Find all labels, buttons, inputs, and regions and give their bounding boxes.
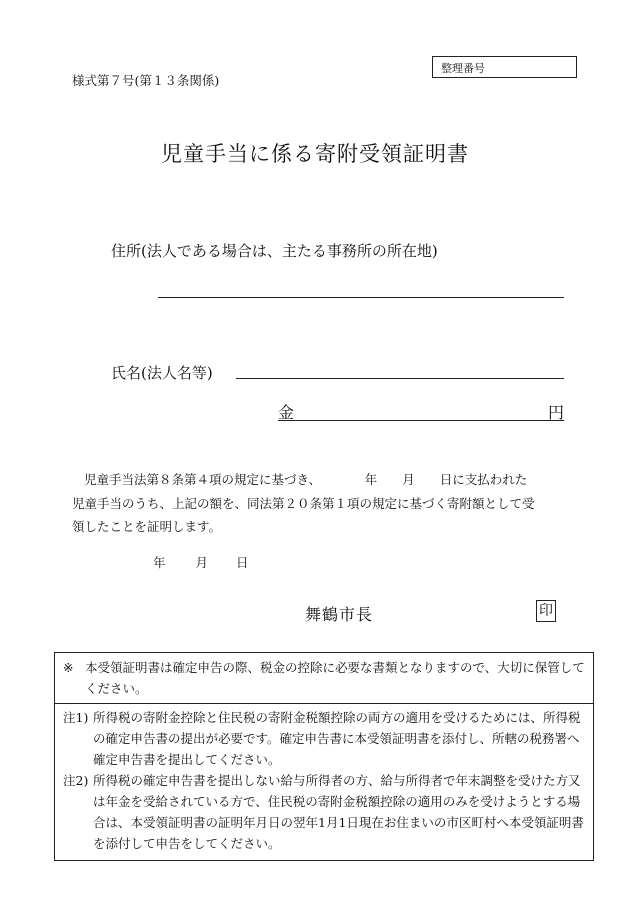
certification-line-2: 児童手当のうち、上記の額を、同法第２０条第１項の規定に基づく寄附額として受 — [72, 495, 535, 511]
note-2-mark: 注2) — [63, 773, 89, 788]
certification-line-3: 領したことを証明します。 — [72, 519, 222, 534]
issuer-name: 舞鶴市長 — [305, 605, 374, 624]
notice-mark: ※ — [63, 660, 74, 675]
amount-suffix: 円 — [547, 403, 564, 422]
reference-number-label: 整理番号 — [441, 62, 485, 75]
notice-text: 本受領証明書は確定申告の際、税金の控除に必要な書類となりますので、大切に保管してください。 — [85, 660, 585, 696]
reference-number-box — [432, 56, 577, 78]
certification-text — [72, 468, 572, 539]
seal-mark: 印 — [536, 600, 556, 622]
issue-date — [153, 553, 249, 571]
certification-line-1: 児童手当法第８条第４項の規定に基づき、 年 月 日に支払われた — [84, 472, 528, 487]
notes-section — [55, 704, 593, 860]
name-field-line — [236, 378, 564, 379]
main-notice — [55, 653, 593, 704]
notice-box — [54, 652, 594, 861]
date-year: 年 — [153, 555, 166, 570]
form-number: 様式第７号(第１３条関係) — [72, 73, 220, 88]
address-label: 住所(法人である場合は、主たる事務所の所在地) — [111, 242, 438, 260]
date-month: 月 — [195, 555, 209, 570]
date-day: 日 — [236, 555, 249, 570]
address-field-line — [158, 297, 564, 298]
note-2 — [63, 770, 585, 854]
document-title: 児童手当に係る寄附受領証明書 — [161, 142, 469, 166]
note-1 — [63, 707, 585, 770]
amount-field — [278, 400, 564, 421]
note-1-mark: 注1) — [63, 710, 89, 725]
name-label: 氏名(法人名等) — [111, 364, 213, 382]
note-2-text: 所得税の確定申告書を提出しない給与所得者の方、給与所得者で年末調整を受けた方又は年金を受給されている方で、住民税の寄附金税額控除の適用のみを受けようとする場合は、本受領証明書の証明年月日の翌年1月1日現在お住まいの市区町村へ本受領証明書を添付して申告をしてください。 — [93, 773, 584, 851]
amount-prefix: 金 — [278, 403, 295, 422]
note-1-text: 所得税の寄附金控除と住民税の寄附金税額控除の両方の適用を受けるためには、所得税の確定申告書の提出が必要です。確定申告書に本受領証明書を添付し、所轄の税務署へ確定申告書を提出してください。 — [93, 710, 581, 767]
